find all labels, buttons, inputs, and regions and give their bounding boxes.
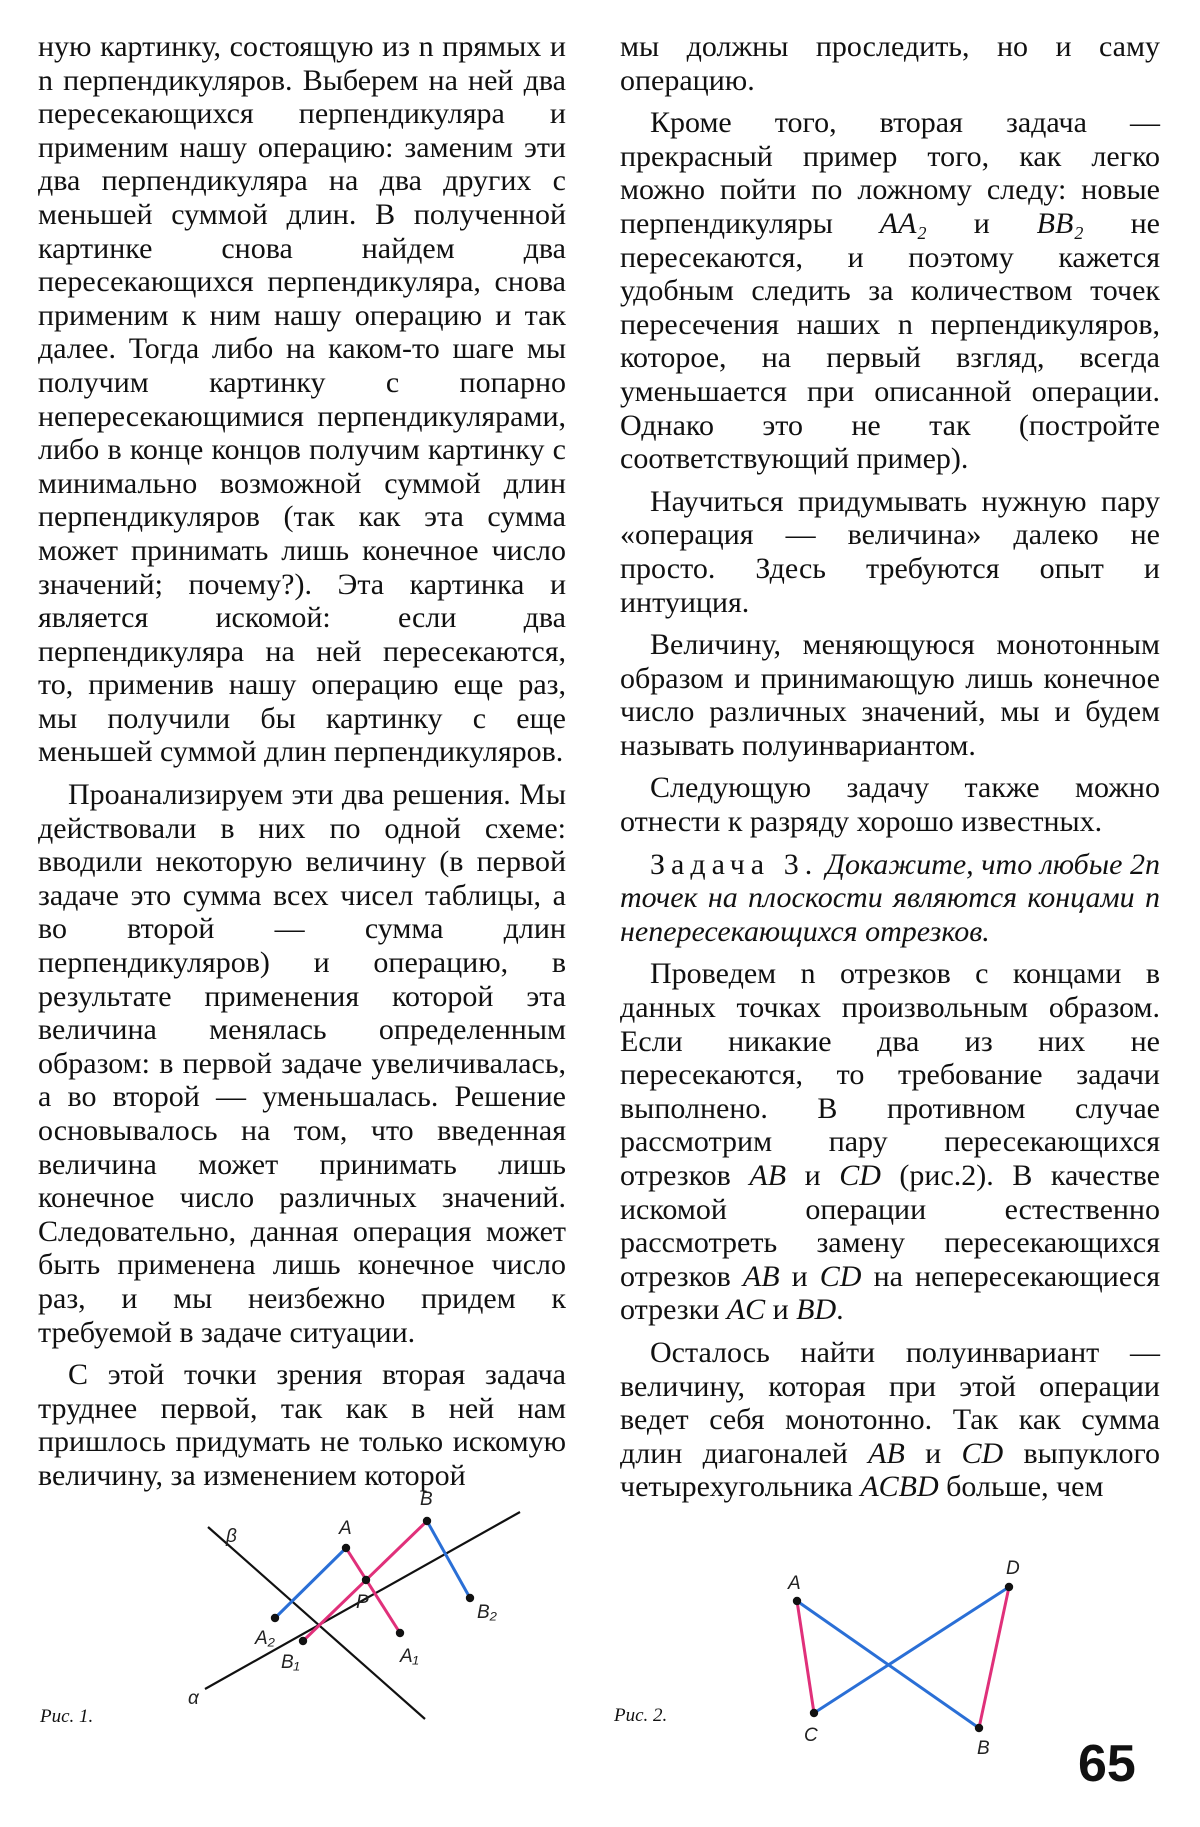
paragraph: Научиться придумывать нужную пару «операция — величина» далеко не просто. Здесь требуются опыт и интуиция. <box>620 484 1160 619</box>
label-a: A <box>339 1518 352 1539</box>
label-a2: A₂ <box>255 1628 275 1649</box>
task-text: Докажите, что любые 2n точек на плоскости являются концами n непересекающихся отрезков. <box>620 847 1161 948</box>
figure-1 <box>0 1380 600 1727</box>
label-b2: B₂ <box>477 1602 497 1623</box>
figure-2-caption: Рис. 2. <box>614 1705 668 1726</box>
label-beta: β <box>226 1526 237 1547</box>
math-aa2: AA₂ <box>879 206 927 240</box>
point-a <box>793 1597 801 1605</box>
paragraph: Осталось найти полуинвариант — величину, которая при этой операции ведет себя монотонно. Так как сумма длин диагоналей AB и CD выпуклого четырехугольника ACBD больше, чем <box>620 1335 1161 1504</box>
paragraph: мы должны проследить, но и саму операцию. <box>620 30 1160 97</box>
point-a2 <box>271 1614 279 1622</box>
point-b <box>975 1724 983 1732</box>
point-d <box>1005 1583 1013 1591</box>
point-b <box>423 1517 431 1525</box>
figure-2 <box>600 1380 1140 1759</box>
point-a1 <box>396 1629 404 1637</box>
point-c <box>810 1709 818 1717</box>
task-label: Задача 3. <box>650 847 819 881</box>
point-b2 <box>466 1594 474 1602</box>
figure-1-caption: Рис. 1. <box>40 1706 94 1727</box>
page-number: 65 <box>1078 1735 1136 1793</box>
label-b: B <box>977 1738 990 1759</box>
paragraph: Следующую задачу также можно отнести к разряду хорошо известных. <box>620 771 1160 839</box>
task-statement <box>620 848 1160 949</box>
label-a1: A₁ <box>400 1646 419 1667</box>
label-b1: B₁ <box>281 1652 300 1673</box>
paragraph: Проанализируем эти два решения. Мы действовали в них по одной схеме: вводили некоторую величину (в первой задаче это сумма всех чисел таблицы, а во второй — сумма длин перпендикуляров) и операцию, в результате применения которой эта величина менялась определенным образом: в первой задаче увеличивалась, а во второй — уменьшалась. Решение основывалось на том, что введенная величина может принимать лишь конечное число различных значений. Следовательно, данная операция может быть применена лишь конечное число раз, и мы неизбежно придем к требуемой в задаче ситуации. <box>38 778 566 1349</box>
segment-a-a2 <box>275 1548 346 1618</box>
right-column <box>620 30 1160 1513</box>
point-a <box>342 1544 350 1552</box>
point-p <box>362 1576 370 1584</box>
paragraph: С этой точки зрения вторая задача труднее первой, так как в ней нам пришлось придумать не только искомую величину, за изменением которой <box>38 1358 566 1492</box>
segment-b-d <box>979 1587 1009 1728</box>
segment-a-c <box>797 1601 814 1713</box>
paragraph: Проведем n отрезков с концами в данных точках произвольным образом. Если никакие два из них не пересекаются, то требование задачи выполнено. В противном случае рассмотрим пару пересекающихся отрезков AB и CD (рис.2). В качестве искомой операции естественно рассмотреть замену пересекающихся отрезков AB и CD на непересекающиеся отрезки AC и BD. <box>620 957 1160 1327</box>
paragraph: ную картинку, состоящую из n прямых и n перпендикуляров. Выберем на ней два пересекающихся перпендикуляра и применим нашу операцию: заменим эти два перпендикуляра на два других с меньшей суммой длин. В полученной картинке снова найдем два пересекающихся перпендикуляра, снова применим к ним нашу операцию и так далее. Тогда либо на каком-то шаге мы получим картинку с попарно непересекающимися перпендикулярами, либо в конце концов получим картинку с минимально возможной суммой длин перпендикуляров (так как эта сумма может принимать лишь конечное число значений; почему?). Эта картинка и является искомой: если два перпендикуляра на ней пересекаются, то, применив нашу операцию еще раз, мы получили бы картинку с еще меньшей суммой длин перпендикуляров. <box>38 30 566 769</box>
label-d: D <box>1006 1558 1020 1579</box>
left-column <box>38 30 566 1502</box>
point-b1 <box>299 1637 307 1645</box>
label-alpha: α <box>188 1688 199 1709</box>
paragraph: Кроме того, вторая задача — прекрасный пример того, как легко можно пойти по ложному следу: новые перпендикуляры AA₂ и BB₂ не пересекаются, и поэтому кажется удобным следить за количеством точек пересечения наших n перпендикуляров, которое, на первый взгляд, всегда уменьшается при описанной операции. Однако это не так (постройте соответствующий пример). <box>620 106 1160 476</box>
label-p: P <box>356 1592 369 1613</box>
label-a: A <box>788 1573 801 1594</box>
math-bb2: BB₂ <box>1036 206 1084 240</box>
label-c: C <box>804 1725 818 1746</box>
segment-c-d <box>814 1587 1009 1713</box>
paragraph: Величину, меняющуюся монотонным образом и принимающую лишь конечное число различных значений, мы и будем называть полуинвариантом. <box>620 628 1160 762</box>
label-b: B <box>420 1489 433 1510</box>
